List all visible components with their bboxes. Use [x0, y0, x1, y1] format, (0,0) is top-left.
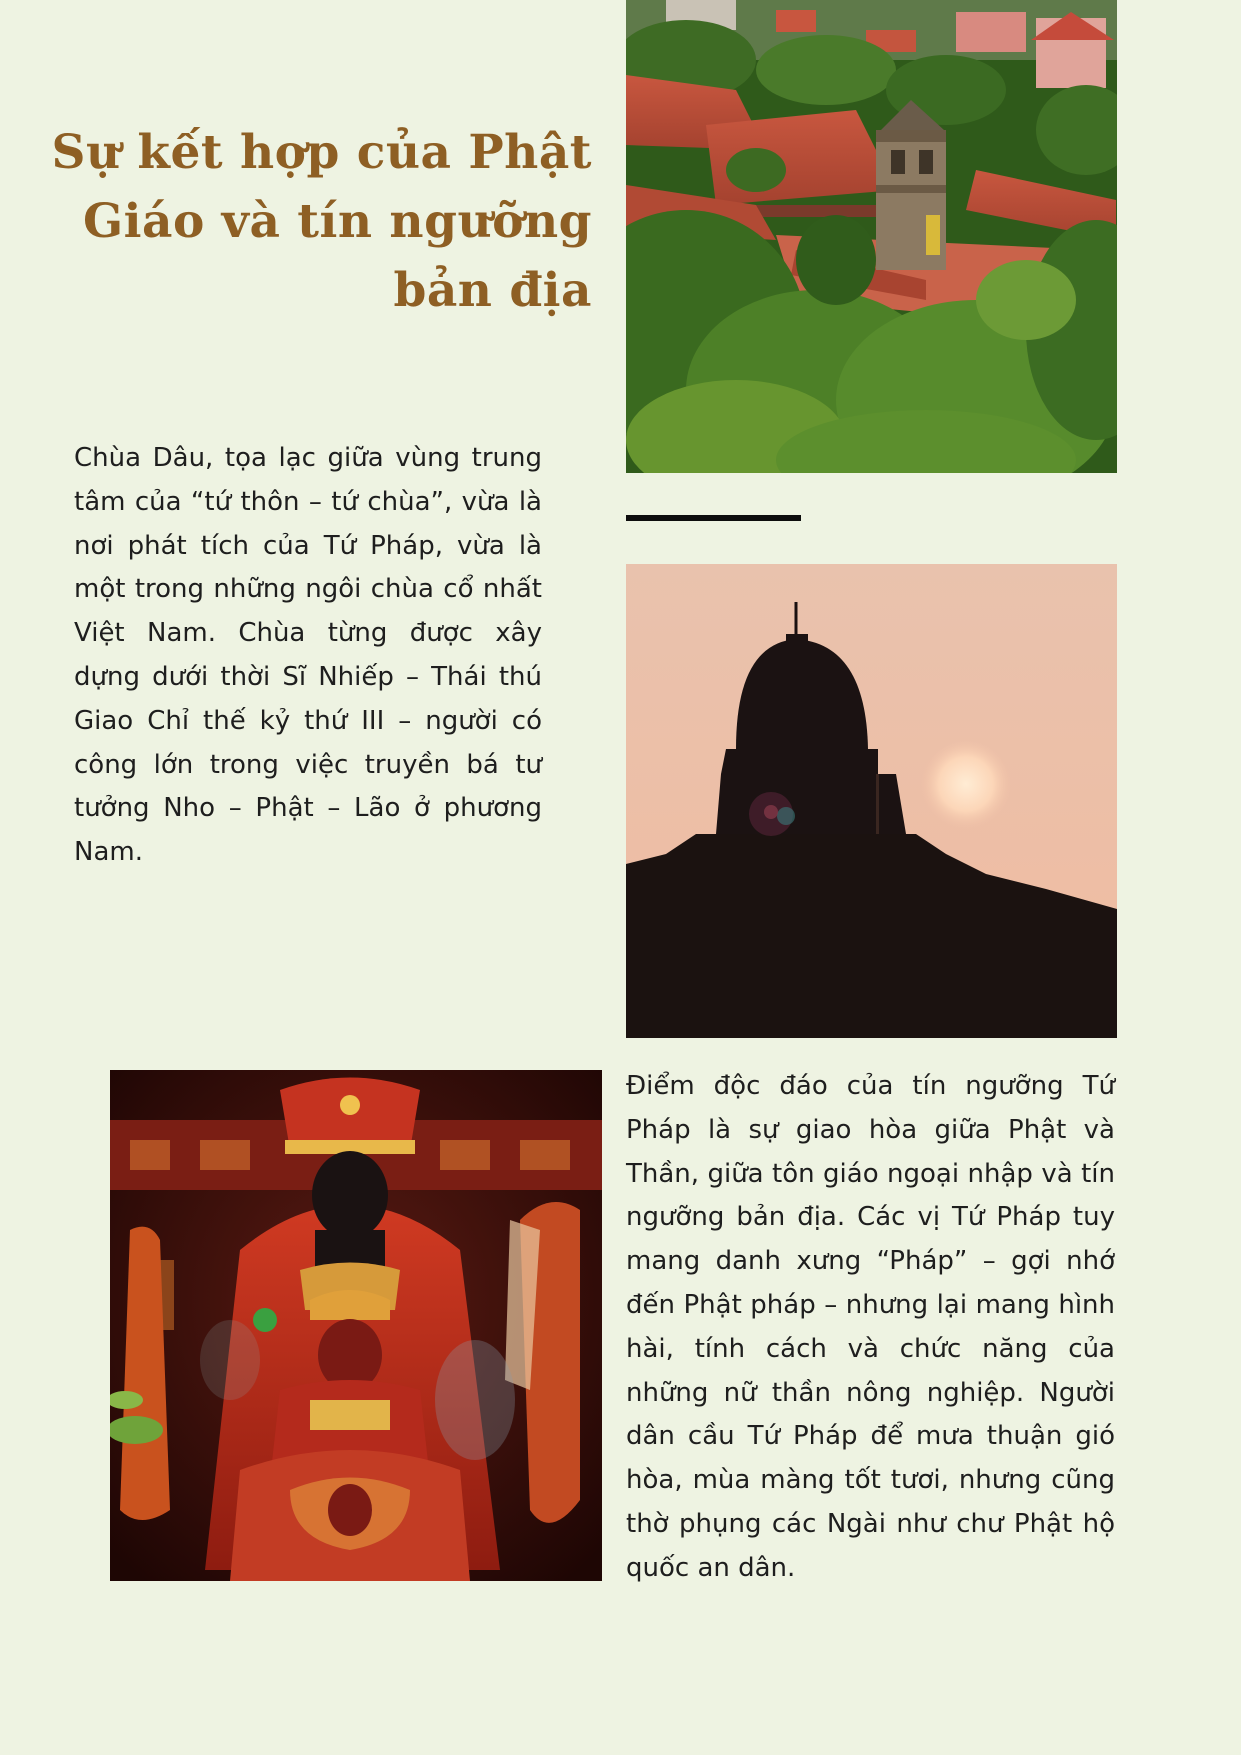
title-line-3: bản địa — [393, 263, 592, 318]
temple-aerial-photo — [626, 0, 1117, 473]
intro-paragraph: Chùa Dâu, tọa lạc giữa vùng trung tâm của “tứ thôn – tứ chùa”, vừa là nơi phát tích của Tứ Pháp, vừa là một trong những ngôi chùa cổ nhất Việt Nam. Chùa từng được xây dựng dưới thời Sĩ Nhiếp – Thái thú Giao Chỉ thế kỷ thứ III – người có công lớn trong việc truyền bá tư tưởng Nho – Phật – Lão ở phương Nam. — [74, 443, 542, 868]
goddess-statue-photo — [110, 1070, 602, 1581]
tower-silhouette-photo — [626, 564, 1117, 1038]
detail-paragraph: Điểm độc đáo của tín ngưỡng Tứ Pháp là sự giao hòa giữa Phật và Thần, giữa tôn giáo ngoại nhập và tín ngưỡng bản địa. Các vị Tứ Pháp tuy mang danh xưng “Pháp” – gợi nhớ đến Phật pháp – nhưng lại mang hình hài, tính cách và chức năng của những nữ thần nông nghiệp. Người dân cầu Tứ Pháp để mưa thuận gió hòa, mùa màng tốt tươi, nhưng cũng thờ phụng các Ngài như chư Phật hộ quốc an dân. — [626, 1071, 1115, 1583]
title-line-1: Sự kết hợp của Phật — [51, 125, 592, 180]
title-line-2: Giáo và tín ngưỡng — [83, 194, 592, 249]
page-title — [40, 118, 592, 325]
section-divider — [626, 515, 801, 521]
